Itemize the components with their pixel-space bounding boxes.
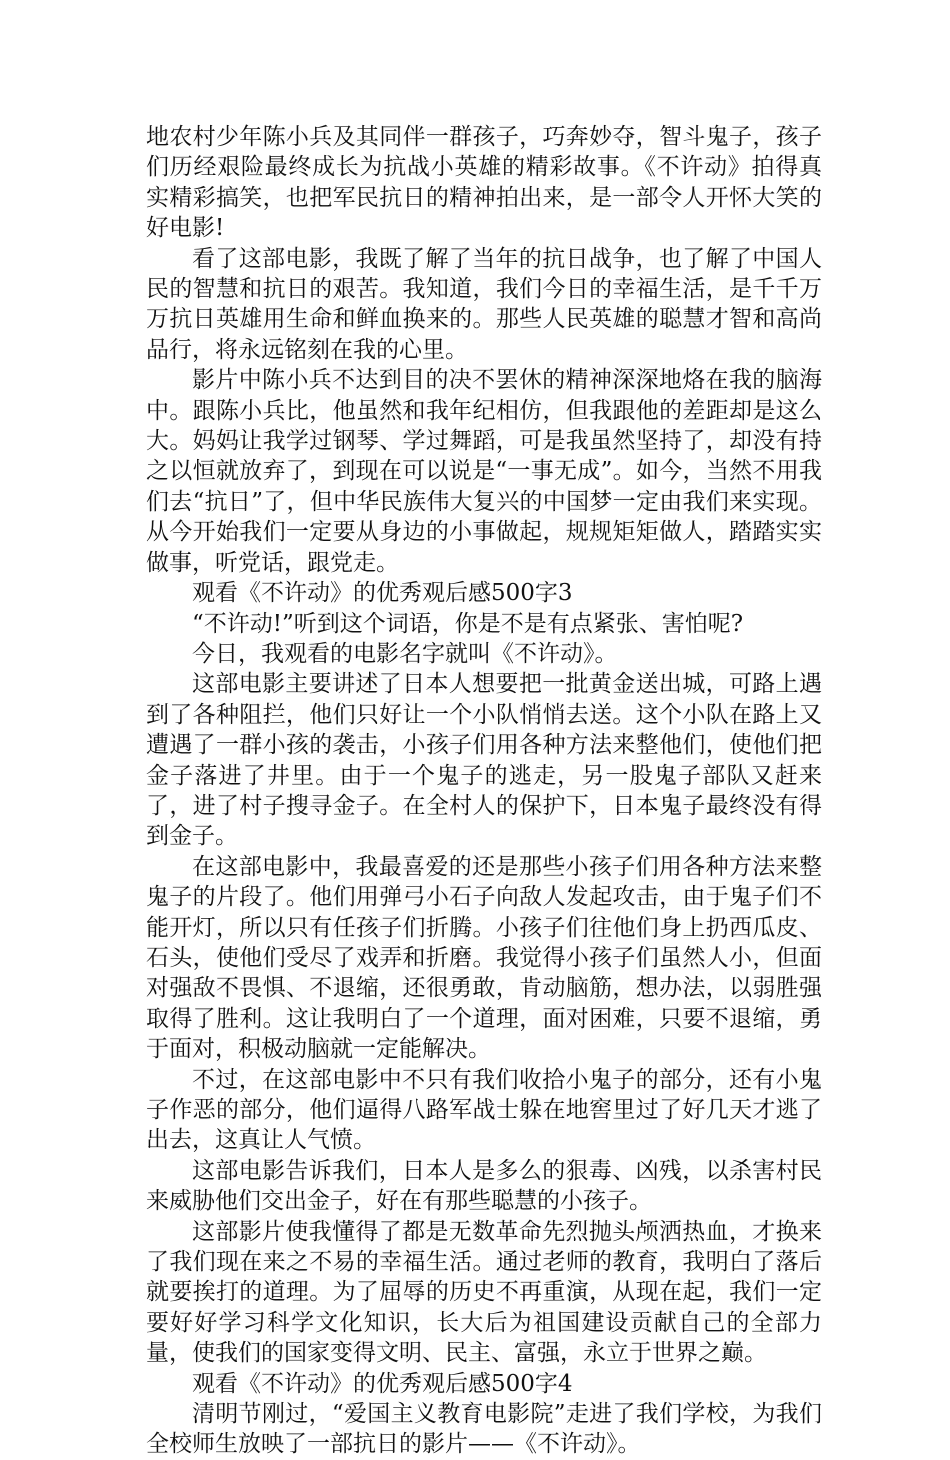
paragraph-movie-name: 今日，我观看的电影名字就叫《不许动》。 <box>192 640 618 667</box>
paragraph-question: “不许动!”听到这个词语，你是不是有点紧张、害怕呢? <box>192 610 744 637</box>
paragraph-favorite-part: 在这部电影中，我最喜爱的还是那些小孩子们用各种方法来整鬼子的片段了。他们用弹弓小石子向敌人发起攻击，由于鬼子们不能开灯，所以只有任孩子们折腾。小孩子们往他们身上扔西瓜皮、石头，使他们受尽了戏弄和折磨。我觉得小孩子们虽然人小，但面对强敌不畏惧、不退缩，还很勇敢，肯动脑筋，想办法，以弱胜强取得了胜利。这让我明白了一个道理，面对困难，只要不退缩，勇于面对，积极动脑就一定能解决。 <box>146 853 822 1063</box>
paragraph-intro-continuation: 地农村少年陈小兵及其同伴一群孩子，巧奔妙夺，智斗鬼子，孩子们历经艰险最终成长为抗战小英雄的精彩故事。《不许动》拍得真实精彩搞笑，也把军民抗日的精神拍出来，是一部令人开怀大笑的好电影! <box>146 124 822 242</box>
paragraph-plot: 这部电影主要讲述了日本人想要把一批黄金送出城，可路上遇到了各种阻拦，他们只好让一个小队悄悄去送。这个小队在路上又遭遇了一群小孩的袭击，小孩子们用各种方法来整他们，使他们把金子落进了井里。由于一个鬼子的逃走，另一股鬼子部队又赶来了，进了村子搜寻金子。在全村人的保护下，日本鬼子最终没有得到金子。 <box>146 671 822 850</box>
paragraph-lesson: 这部电影告诉我们，日本人是多么的狠毒、凶残，以杀害村民来威胁他们交出金子，好在有那些聪慧的小孩子。 <box>146 1157 822 1215</box>
paragraph-chen-xiaobing: 影片中陈小兵不达到目的决不罢休的精神深深地烙在我的脑海中。跟陈小兵比，他虽然和我年纪相仿，但我跟他的差距却是这么大。妈妈让我学过钢琴、学过舞蹈，可是我虽然坚持了，却没有持之以恒就放弃了，到现在可以说是“一事无成”。如今，当然不用我们去“抗日”了，但中华民族伟大复兴的中国梦一定由我们来实现。从今开始我们一定要从身边的小事做起，规规矩矩做人，踏踏实实做事，听党话，跟党走。 <box>146 367 822 576</box>
section-heading-3: 观看《不许动》的优秀观后感500字3 <box>192 580 573 607</box>
paragraph-understanding: 看了这部电影，我既了解了当年的抗日战争，也了解了中国人民的智慧和抗日的艰苦。我知道，我们今日的幸福生活，是千千万万抗日英雄用生命和鲜血换来的。那些人民英雄的聪慧才智和高尚品行，将永远铭刻在我的心里。 <box>146 245 822 363</box>
paragraph-devils-evil: 不过，在这部电影中不只有我们收拾小鬼子的部分，还有小鬼子作恶的部分，他们逼得八路军战士躲在地窖里过了好几天才逃了出去，这真让人气愤。 <box>146 1066 822 1154</box>
paragraph-qingming: 清明节刚过，“爱国主义教育电影院”走进了我们学校，为我们全校师生放映了一部抗日的影片——《不许动》。 <box>146 1401 822 1458</box>
paragraph-conclusion: 这部影片使我懂得了都是无数革命先烈抛头颅洒热血，才换来了我们现在来之不易的幸福生活。通过老师的教育，我明白了落后就要挨打的道理。为了屈辱的历史不再重演，从现在起，我们一定要好好学习科学文化知识，长大后为祖国建设贡献自己的全部力量，使我们的国家变得文明、民主、富强，永立于世界之巅。 <box>146 1218 822 1367</box>
section-heading-4: 观看《不许动》的优秀观后感500字4 <box>192 1370 573 1397</box>
document-page <box>146 122 822 1460</box>
